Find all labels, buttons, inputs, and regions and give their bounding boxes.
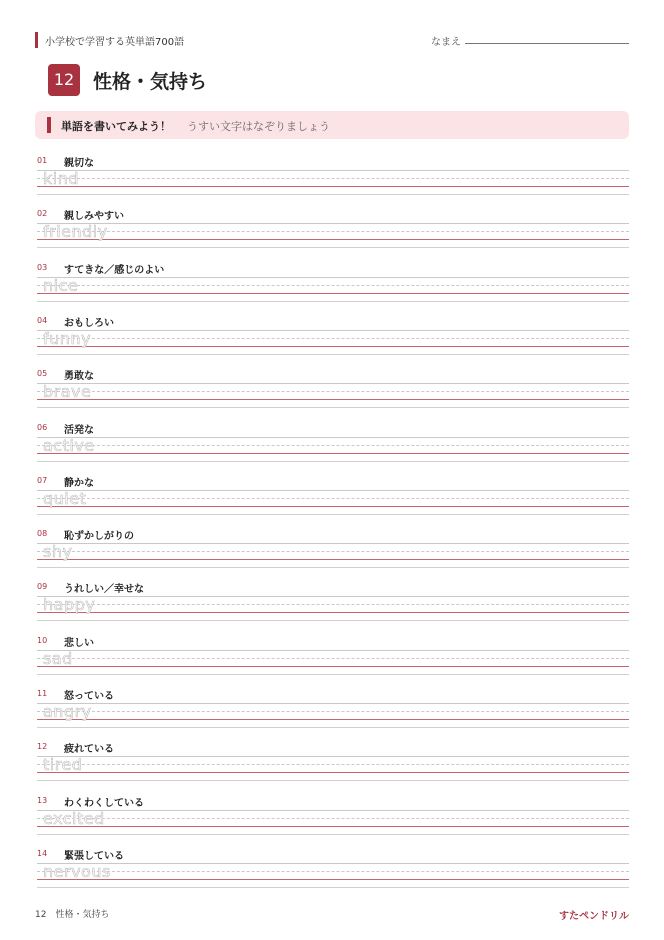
trace-word: funny [43, 328, 92, 348]
word-japanese: 親しみやすい [64, 211, 124, 223]
word-number: 01 [37, 156, 48, 165]
writing-guide[interactable] [37, 437, 629, 465]
trace-word: friendly [43, 222, 108, 242]
word-row [37, 577, 629, 623]
trace-word: sad [43, 648, 73, 668]
word-row [37, 631, 629, 677]
writing-guide[interactable] [37, 863, 629, 891]
word-row [37, 204, 629, 250]
word-row [37, 684, 629, 730]
word-row [37, 524, 629, 570]
instruction-banner [35, 111, 629, 139]
page-footer [35, 907, 629, 921]
word-japanese: 勇敢な [64, 371, 94, 383]
writing-guide[interactable] [37, 383, 629, 411]
word-japanese: 親切な [64, 158, 94, 169]
trace-word: kind [43, 169, 80, 188]
writing-guide[interactable] [37, 277, 629, 305]
word-japanese: 静かな [64, 477, 94, 489]
word-japanese: おもしろい [64, 317, 114, 329]
instruction-label: 単語を書いてみよう！ [61, 120, 171, 133]
writing-guide[interactable] [37, 650, 629, 678]
writing-guide[interactable] [37, 223, 629, 251]
header-accent-bar [35, 32, 38, 48]
word-japanese: わくわくしている [64, 797, 144, 809]
word-japanese: 活発な [64, 424, 94, 436]
word-row [37, 364, 629, 410]
word-row [37, 737, 629, 783]
writing-guide[interactable] [37, 543, 629, 571]
word-number: 08 [37, 529, 48, 539]
name-label: なまえ [431, 37, 461, 48]
trace-word: happy [43, 595, 96, 615]
trace-word: quiet [43, 488, 87, 508]
word-row [37, 418, 629, 464]
writing-guide[interactable] [37, 170, 629, 198]
word-row [37, 151, 629, 197]
trace-word: nice [43, 275, 79, 295]
word-row [37, 258, 629, 304]
trace-word: brave [43, 382, 92, 402]
name-write-line [465, 43, 629, 44]
trace-word: active [43, 435, 95, 455]
word-number: 05 [37, 369, 48, 379]
trace-word: angry [43, 702, 92, 721]
writing-guide[interactable] [37, 703, 629, 731]
writing-guide[interactable] [37, 490, 629, 518]
word-number: 07 [37, 475, 48, 485]
word-japanese: 緊張している [64, 850, 124, 862]
word-row [37, 791, 629, 837]
word-row [37, 471, 629, 517]
series-title: 小学校で学習する英単語700語 [45, 37, 185, 48]
word-number: 02 [37, 209, 48, 219]
lesson-number-badge: 12 [48, 64, 80, 96]
word-japanese: 悲しい [64, 637, 94, 649]
word-japanese: 怒っている [64, 691, 114, 702]
word-japanese: すてきな／感じのよい [64, 264, 165, 276]
writing-guide[interactable] [37, 756, 629, 784]
word-japanese: 疲れている [64, 744, 114, 756]
word-number: 09 [37, 582, 48, 592]
word-number: 04 [37, 315, 48, 325]
trace-word: shy [43, 542, 73, 562]
trace-word: nervous [43, 861, 111, 881]
trace-word: excited [43, 808, 105, 828]
instruction-subtext: うすい文字はなぞりましょう [187, 120, 330, 133]
word-row [37, 844, 629, 890]
writing-guide[interactable] [37, 810, 629, 838]
word-number: 13 [37, 795, 48, 805]
writing-guide[interactable] [37, 596, 629, 624]
word-row [37, 311, 629, 357]
word-number: 03 [37, 262, 48, 272]
word-number: 12 [37, 742, 48, 752]
word-number: 14 [37, 848, 48, 858]
trace-word: tired [43, 755, 83, 775]
footer-brand: すたペンドリル [559, 911, 629, 922]
word-number: 11 [37, 689, 48, 698]
writing-guide[interactable] [37, 330, 629, 358]
page-header [35, 32, 629, 48]
lesson-title-text: 性格・気持ち [93, 71, 208, 93]
footer-page-label: 12 性格・気持ち [35, 910, 110, 920]
word-number: 10 [37, 635, 48, 645]
word-japanese: 恥ずかしがりの [64, 531, 134, 543]
word-number: 06 [37, 422, 48, 432]
word-japanese: うれしい／幸せな [64, 584, 144, 596]
banner-accent-bar [47, 117, 51, 133]
